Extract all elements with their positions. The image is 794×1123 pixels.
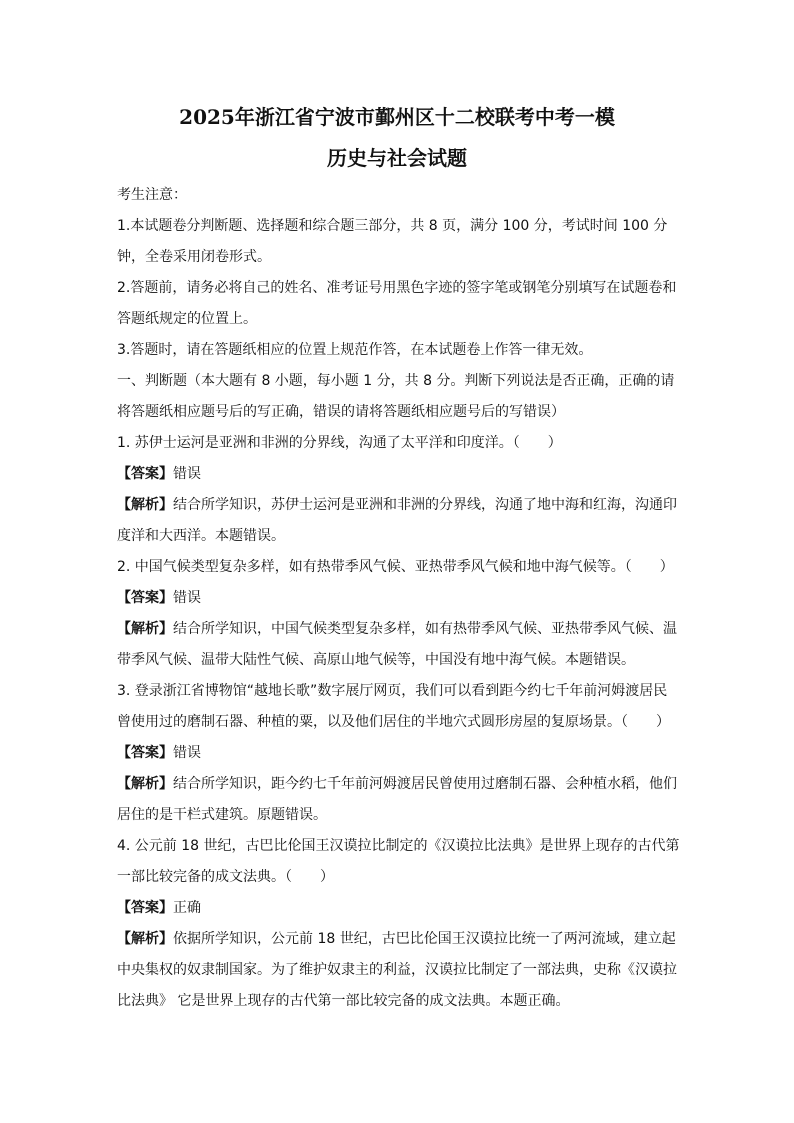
analysis-label: 【解析】: [117, 931, 173, 947]
exam-body: [117, 180, 681, 1017]
answer-value: 错误: [173, 745, 201, 761]
notice-heading: 考生注意：: [117, 187, 187, 203]
analysis-row: [117, 924, 681, 1017]
question-stem: 3. 登录浙江省博物馆“越地长歌”数字展厅网页，我们可以看到距今约七千年前河姆渡居民曾使用过的磨制石器、种植的粟，以及他们居住的半地穴式圆形房屋的复原场景。（ ）: [117, 683, 670, 730]
exam-title: 2025年浙江省宁波市鄞州区十二校联考中考一模: [179, 105, 615, 129]
answer-label: 【答案】: [117, 900, 173, 916]
notice-item-1: 1.本试题卷分判断题、选择题和综合题三部分，共 8 页，满分 100 分，考试时间 100 分钟，全卷采用闭卷形式。: [117, 218, 668, 265]
question-stem: 1. 苏伊士运河是亚洲和非洲的分界线，沟通了太平洋和印度洋。（ ）: [117, 435, 562, 451]
question-stem: 2. 中国气候类型复杂多样，如有热带季风气候、亚热带季风气候和地中海气候等。（ ）: [117, 559, 674, 575]
answer-row: [117, 583, 681, 614]
answer-label: 【答案】: [117, 745, 173, 761]
answer-value: 错误: [173, 590, 201, 606]
answer-row: [117, 893, 681, 924]
analysis-label: 【解析】: [117, 621, 173, 637]
analysis-label: 【解析】: [117, 776, 173, 792]
analysis-row: [117, 769, 681, 831]
answer-row: [117, 738, 681, 769]
analysis-text: 结合所学知识，中国气候类型复杂多样，如有热带季风气候、亚热带季风气候、温带季风气候、温带大陆性气候、高原山地气候等，中国没有地中海气候。本题错误。: [117, 621, 677, 668]
notice-item-2: 2.答题前，请务必将自己的姓名、准考证号用黑色字迹的签字笔或钢笔分别填写在试题卷和答题纸规定的位置上。: [117, 280, 677, 327]
analysis-text: 结合所学知识，苏伊士运河是亚洲和非洲的分界线，沟通了地中海和红海，沟通印度洋和大西洋。本题错误。: [117, 497, 677, 544]
exam-subtitle: 历史与社会试题: [327, 146, 467, 170]
analysis-label: 【解析】: [117, 497, 173, 513]
section-heading: 一、判断题（本大题有 8 小题，每小题 1 分，共 8 分。判断下列说法是否正确，正确的请将答题纸相应题号后的写正确，错误的请将答题纸相应题号后的写错误）: [117, 373, 675, 420]
analysis-row: [117, 614, 681, 676]
analysis-text: 结合所学知识，距今约七千年前河姆渡居民曾使用过磨制石器、会种植水稻，他们居住的是干栏式建筑。原题错误。: [117, 776, 677, 823]
answer-value: 正确: [173, 900, 201, 916]
question-stem: 4. 公元前 18 世纪，古巴比伦国王汉谟拉比制定的《汉谟拉比法典》是世界上现存的古代第一部比较完备的成文法典。（ ）: [117, 838, 680, 885]
answer-row: [117, 459, 681, 490]
notice-item-3: 3.答题时，请在答题纸相应的位置上规范作答，在本试题卷上作答一律无效。: [117, 342, 593, 358]
answer-label: 【答案】: [117, 590, 173, 606]
answer-value: 错误: [173, 466, 201, 482]
analysis-row: [117, 490, 681, 552]
analysis-text: 依据所学知识，公元前 18 世纪，古巴比伦国王汉谟拉比统一了两河流域，建立起中央集权的奴隶制国家。为了维护奴隶主的利益，汉谟拉比制定了一部法典，史称《汉谟拉比法典》 它是世界上现存的古代第一部比较完备的成文法典。本题正确。: [117, 931, 677, 1009]
answer-label: 【答案】: [117, 466, 173, 482]
